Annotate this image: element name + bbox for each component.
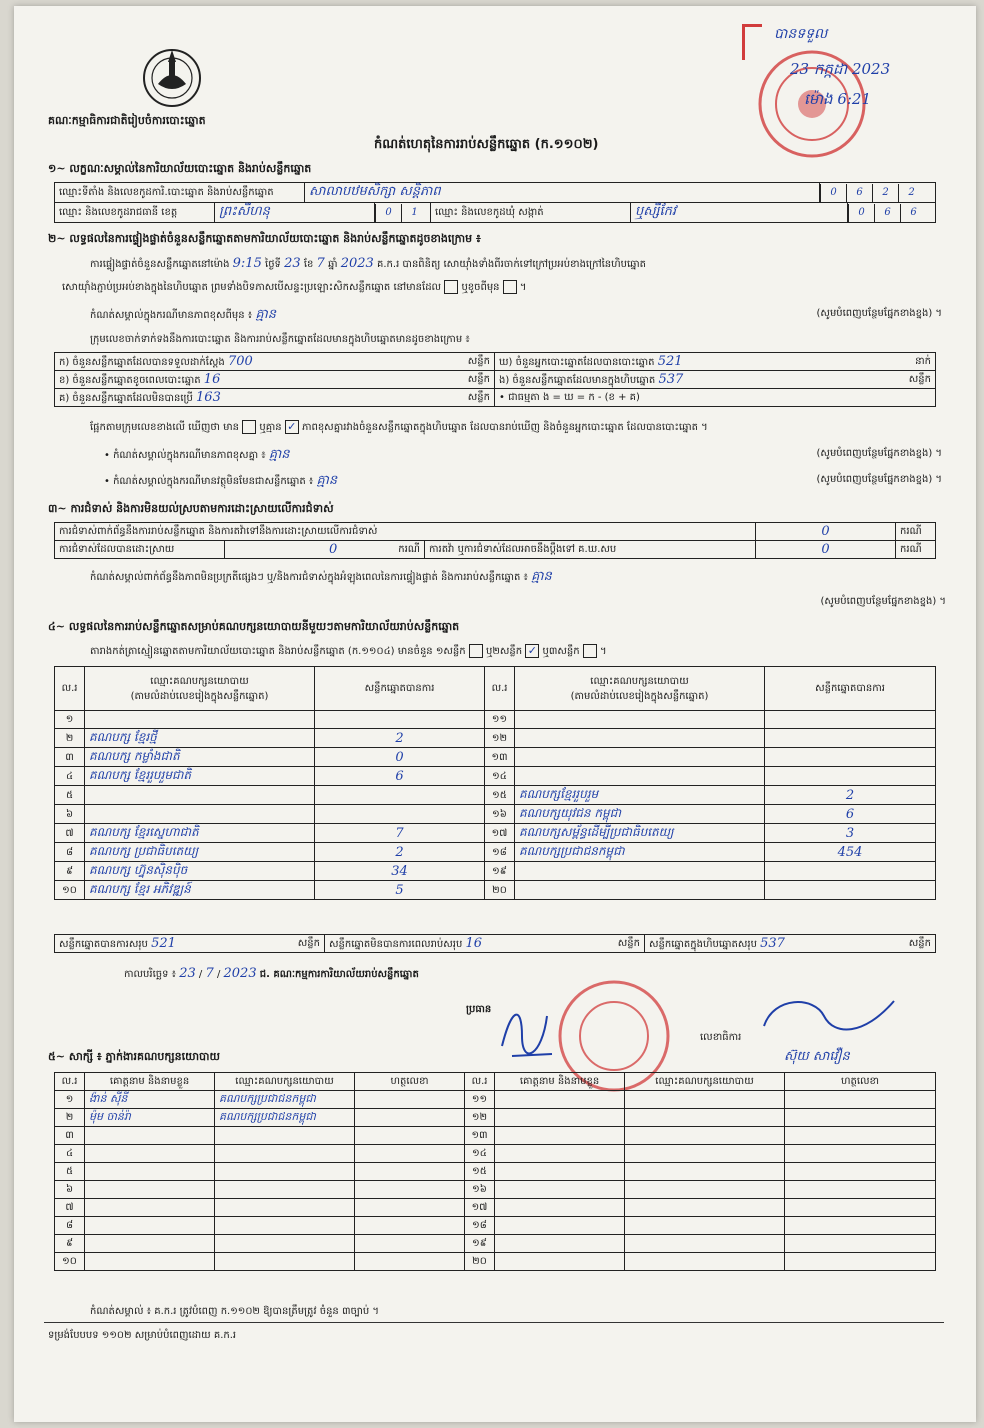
- footnote: កំណត់សម្គាល់ ៖ គ.ក.រ ត្រូវបំពេញ ក.១១០២ ឱ្យបានត្រឹមត្រូវ ចំនួន ៣ច្បាប់ ។: [90, 1306, 379, 1317]
- table-row: [55, 1109, 936, 1127]
- witness-name: [85, 1199, 215, 1217]
- result-party: គណបក្សប្រជាជនកម្ពុជា: [515, 843, 765, 862]
- witness-party: [625, 1199, 785, 1217]
- result-party: គណបក្ស ប្រជាធិបតេយ្យ: [85, 843, 315, 862]
- result-number: ៦: [55, 805, 85, 824]
- location-label: ឈ្មោះទីតាំង និងលេខកូដការិ.បោះឆ្នោត និងរាប់សន្លឹកឆ្នោត: [55, 183, 305, 203]
- witness-name: [85, 1145, 215, 1163]
- witness-party: [215, 1145, 355, 1163]
- verify-day: 23: [284, 256, 301, 271]
- witness-signature: [785, 1181, 936, 1199]
- table-row: [55, 881, 936, 900]
- witness-name: [85, 1127, 215, 1145]
- verification-line2: សោយ៉ាំងភ្ជាប់ប្រអប់ខាងក្នុងនៃហិបឆ្នោត ព្រមទាំងបិទភាសបើសន្ទះប្រឡោះសិកសន្លឹកឆ្នោត នៅមានដែល ឬខូចពីមុន ។: [62, 282, 527, 293]
- commune-value: ឬស្សីកែវ: [631, 203, 848, 223]
- footer-divider: [44, 1322, 944, 1323]
- section1-heading: ១~ លក្ខណៈសម្គាល់នៃការិយាល័យបោះឆ្នោត និងរាប់សន្លឹកឆ្នោត: [48, 162, 312, 175]
- result-number: ២០: [485, 881, 515, 900]
- appeal-value: 0: [756, 541, 896, 559]
- witness-number: ២: [55, 1109, 85, 1127]
- witness-number: ៥: [55, 1163, 85, 1181]
- table-row: [55, 711, 936, 729]
- table-row: [55, 843, 936, 862]
- result-votes: 2: [315, 729, 485, 748]
- formula: • ជាធម្មតា ង = ឃ = ក - (ខ + គ): [495, 389, 936, 407]
- section4-heading: ៤~ លទ្ធផលនៃការរាប់សន្លឹកឆ្នោតសម្រាប់គណបក្សនយោបាយនីមួយៗតាមការិយាល័យរាប់សន្លឹកឆ្នោត: [48, 620, 460, 633]
- section2-heading: ២~ លទ្ធផលនៃការផ្ទៀងផ្ទាត់ចំនួនសន្លឹកឆ្នោតតាមការិយាល័យបោះឆ្នោត និងរាប់សន្លឹកឆ្នោតដូចខាងក្រោម ៖: [48, 232, 481, 245]
- result-votes: [315, 786, 485, 805]
- witness-party: [625, 1091, 785, 1109]
- witness-signature: [785, 1217, 936, 1235]
- count-kho-label: ឃ) ចំនួនអ្នកបោះឆ្នោតដែលបានបោះឆ្នោត 521 នាក់: [495, 353, 936, 371]
- witness-name: [85, 1217, 215, 1235]
- witness-signature: [785, 1091, 936, 1109]
- witness-number: ១៧: [465, 1199, 495, 1217]
- result-number: ១២: [485, 729, 515, 748]
- result-number: ១៧: [485, 824, 515, 843]
- result-votes: 2: [765, 786, 936, 805]
- witness-signature: [355, 1127, 465, 1145]
- witness-number: ៦: [55, 1181, 85, 1199]
- witness-signature: [785, 1199, 936, 1217]
- count-kha-label: ខ) ចំនួនសន្លឹកឆ្នោតខូចពេលបោះឆ្នោត 16 សន្លឹក: [55, 371, 495, 389]
- result-number: ៥: [55, 786, 85, 805]
- result-votes: [765, 729, 936, 748]
- committee-name: គណៈកម្មាធិការជាតិរៀបចំការបោះឆ្នោត: [48, 114, 206, 127]
- has-discrepancy-checkbox[interactable]: [242, 420, 256, 434]
- witness-number: ៩: [55, 1235, 85, 1253]
- location-table: [54, 182, 936, 203]
- damaged-checkbox[interactable]: [503, 280, 517, 294]
- witness-party: [625, 1235, 785, 1253]
- discrepancy-line: ផ្អែកតាមក្រុមលេខខាងលើ ឃើញថា មាន ឬគ្មាន ✓ ភាពខុសគ្នារវាងចំនួនសន្លឹកឆ្នោតក្នុងហិបឆ្នោត ដែលបានរាប់ឃើញ និងចំនួនអ្នកបោះឆ្នោត ដែលបានបោះឆ្នោត ។: [90, 420, 708, 433]
- two-sheet-checkbox[interactable]: ✓: [525, 644, 539, 658]
- witness-number: ១៦: [465, 1181, 495, 1199]
- result-party: [515, 881, 765, 900]
- result-party: [85, 805, 315, 824]
- total-invalid: សន្លឹកឆ្នោតមិនបានការពេលរាប់សរុប 16 សន្លឹក: [325, 935, 645, 953]
- verify-month: 7: [316, 256, 325, 271]
- witness-signature: [785, 1253, 936, 1271]
- signing-date: កាលបរិច្ឆេទ ៖ 23 / 7 / 2023 ជ. គណៈកម្មការការិយាល័យរាប់សន្លឹកឆ្នោត: [124, 966, 419, 981]
- witness-party: [625, 1181, 785, 1199]
- witness-party: [625, 1109, 785, 1127]
- witness-party: [215, 1127, 355, 1145]
- result-number: ៧: [55, 824, 85, 843]
- witness-name: [495, 1127, 625, 1145]
- witness-party: [215, 1163, 355, 1181]
- results-table: ល.រ ឈ្មោះគណបក្សនយោបាយ (តាមលំដាប់លេខរៀងក្នុងសន្លឹកឆ្នោត) សន្លឹកឆ្នោតបានការ ល.រ ឈ្មោះគណបក្សនយោបាយ (តាមលំដាប់លេខរៀងក្នុងសន្លឹកឆ្នោត) សន្លឹកឆ្នោតបានការ ១ ១១ ២ គណបក្ស ខ្មែរថ្មី 2 ១២ ៣ គណបក្ស កម្លាំងជាតិ 0 ១៣ ៤ គណបក្ស ខ្មែររួបរួមជាតិ 6 ១៤ ៥ ១៥ គណបក្សខ្មែររួបរួម 2 ៦ ១៦ គណបក្សយុវជន កម្ពុជា 6 ៧ គណបក្ស ខ្មែរស្នេហាជាតិ 7 ១៧ គណបក្សសម្ព័ន្ធដើម្បីប្រជាធិបតេយ្យ 3 ៨ គណបក្ស ប្រជាធិបតេយ្យ 2 ១៨ គណបក្សប្រជាជនកម្ពុជា 454 ៩ គណបក្ស ហ្វ៊ុនស៊ិនប៉ិច 34 ១៩ ១០ គណបក្ស ខ្មែរ អភិវឌ្ឍន៍ 5 ២០: [54, 666, 936, 900]
- counts-intro: ក្រុមលេខចាក់ទាក់ទងនឹងការបោះឆ្នោត និងការរាប់សន្លឹកឆ្នោតដែលមានក្នុងហិបឆ្នោតមានដូចខាងក្រោម ៖: [90, 334, 470, 345]
- witness-party: [625, 1253, 785, 1271]
- foreign-object-note: • កំណត់សម្គាល់ក្នុងករណីមានវត្ថុមិនមែនជាសន្លឹកឆ្នោត ៖ គ្មាន (សូមបំពេញបន្ថែមផ្នែកខាងខ្នង) ។: [104, 473, 942, 488]
- verify-year: 2023: [340, 256, 374, 271]
- province-code: 0 1: [375, 203, 431, 223]
- result-votes: 454: [765, 843, 936, 862]
- table-row: [55, 1235, 936, 1253]
- objection-total-label: ការជំទាស់ពាក់ព័ន្ធនឹងការរាប់សន្លឹកឆ្នោត និងការតវ៉ាទៅនឹងការដោះស្រាយលើការជំទាស់: [55, 523, 756, 541]
- result-party: [515, 767, 765, 786]
- witness-number: ១: [55, 1091, 85, 1109]
- result-party: គណបក្ស ខ្មែរ អភិវឌ្ឍន៍: [85, 881, 315, 900]
- objection-total-value: 0: [756, 523, 896, 541]
- secretary-label: លេខាធិការ: [700, 1032, 742, 1043]
- table-row: [55, 1217, 936, 1235]
- table-row: [55, 1199, 936, 1217]
- witness-number: ១២: [465, 1109, 495, 1127]
- location-value: សាលាបឋមសិក្សា សន្តិភាព: [305, 183, 820, 203]
- witness-name: [495, 1253, 625, 1271]
- form-page: [14, 6, 976, 1422]
- result-number: ១៥: [485, 786, 515, 805]
- difference-note: កំណត់សម្គាល់ក្នុងករណីមានភាពខុសពីមុន ៖ គ្មាន (សូមបំពេញបន្ថែមផ្នែកខាងខ្នង) ។: [90, 307, 942, 322]
- witness-signature: [785, 1109, 936, 1127]
- irregularity-note-fill: (សូមបំពេញបន្ថែមផ្នែកខាងខ្នង) ។: [820, 596, 946, 607]
- witness-signature: [355, 1253, 465, 1271]
- table-row: [55, 1127, 936, 1145]
- resolved-label: ការជំទាស់ដែលបានដោះស្រាយ: [55, 541, 225, 559]
- irregularity-note: កំណត់សម្គាល់ពាក់ព័ន្ធនឹងភាពមិនប្រក្រតីផ្សេងៗ ឬ/និងការជំទាស់ក្នុងអំឡុងពេលនៃការផ្ទៀងផ្ទាត់ និងការរាប់សន្លឹកឆ្នោត ៖ គ្មាន: [90, 569, 552, 584]
- table-row: [55, 748, 936, 767]
- witness-number: ១៤: [465, 1145, 495, 1163]
- result-number: ៨: [55, 843, 85, 862]
- result-party: [515, 729, 765, 748]
- result-number: ១០: [55, 881, 85, 900]
- verification-line1: ការផ្ទៀងផ្ទាត់ចំនួនសន្លឹកឆ្នោតនៅម៉ោង 9:15 ថ្ងៃទី 23 ខែ 7 ឆ្នាំ 2023 គ.ក.រ បានពិនិត្យ សោយ៉ាំងទាំងពីរចាក់ទៅក្រៅប្រអប់ខាងក្រៅនៃហិបឆ្នោត: [90, 256, 647, 271]
- intact-checkbox[interactable]: [444, 280, 458, 294]
- witness-number: ១១: [465, 1091, 495, 1109]
- three-sheet-checkbox[interactable]: [583, 644, 597, 658]
- objections-table: ការជំទាស់ពាក់ព័ន្ធនឹងការរាប់សន្លឹកឆ្នោត និងការតវ៉ាទៅនឹងការដោះស្រាយលើការជំទាស់ 0 ករណី ការជំទាស់ដែលបានដោះស្រាយ 0 ករណី ការតវ៉ា ឬការជំទាស់ដែលអាចនឹងប្តឹងទៅ គ.ឃ.សប 0 ករណី: [54, 522, 936, 559]
- no-discrepancy-checkbox[interactable]: ✓: [285, 420, 299, 434]
- table-row: [55, 1163, 936, 1181]
- witness-name: [85, 1253, 215, 1271]
- witness-name: [495, 1181, 625, 1199]
- appeal-label: ការតវ៉ា ឬការជំទាស់ដែលអាចនឹងប្តឹងទៅ គ.ឃ.សប: [425, 541, 756, 559]
- count-ko-label: គ) ចំនួនសន្លឹកឆ្នោតដែលមិនបានប្រើ 163 សន្លឹក: [55, 389, 495, 407]
- witness-name: [85, 1235, 215, 1253]
- result-votes: 7: [315, 824, 485, 843]
- witness-party: [625, 1145, 785, 1163]
- result-party: គណបក្ស ខ្មែរថ្មី: [85, 729, 315, 748]
- result-number: ១៨: [485, 843, 515, 862]
- province-value: ព្រះសីហនុ: [215, 203, 375, 223]
- witness-name: ម៉ុម ចាន់រ៉ា: [85, 1109, 215, 1127]
- witness-name: ង៉ាន់ ស៊ីនី: [85, 1091, 215, 1109]
- result-party: [515, 748, 765, 767]
- witness-party: [625, 1127, 785, 1145]
- tally-sheet-line: តារាងកត់ត្រាស្មៀនឆ្នោតតាមការិយាល័យបោះឆ្នោត និងរាប់សន្លឹកឆ្នោត (ក.១១០៤) មានចំនួន ១សន្លឹក ឬ២សន្លឹក ✓ ឬ៣សន្លឹក ។: [90, 644, 607, 657]
- received-date: 23 កក្កដា 2023: [790, 60, 891, 78]
- result-votes: 6: [315, 767, 485, 786]
- result-number: ១៣: [485, 748, 515, 767]
- section3-heading: ៣~ ការជំទាស់ និងការមិនយល់ស្របតាមការដោះស្រាយលើការជំទាស់: [48, 502, 334, 515]
- commune-label: ឈ្មោះ និងលេខកូដឃុំ សង្កាត់: [431, 203, 631, 223]
- witness-signature: [785, 1163, 936, 1181]
- witness-signature: [355, 1217, 465, 1235]
- province-label: ឈ្មោះ និងលេខកូដរាជធានី ខេត្ត: [55, 203, 215, 223]
- totals-table: [54, 934, 936, 953]
- result-number: ១៤: [485, 767, 515, 786]
- witness-party: [625, 1217, 785, 1235]
- witness-party: គណបក្សប្រជាជនកម្ពុជា: [215, 1109, 355, 1127]
- witness-name: [495, 1163, 625, 1181]
- result-party: គណបក្ស ហ្វ៊ុនស៊ិនប៉ិច: [85, 862, 315, 881]
- result-number: ១៩: [485, 862, 515, 881]
- province-table: [54, 202, 936, 223]
- table-row: [55, 805, 936, 824]
- table-row: [55, 1091, 936, 1109]
- secretary-name: ស៊ុយ សាវឿន: [784, 1049, 850, 1064]
- witness-name: [495, 1145, 625, 1163]
- witness-number: ៧: [55, 1199, 85, 1217]
- witness-number: ១០: [55, 1253, 85, 1271]
- witness-number: ១៥: [465, 1163, 495, 1181]
- witness-party: [215, 1253, 355, 1271]
- witness-name: [85, 1163, 215, 1181]
- witness-signature: [355, 1091, 465, 1109]
- witness-signature: [355, 1145, 465, 1163]
- witness-party: [215, 1199, 355, 1217]
- witness-party: [215, 1217, 355, 1235]
- result-party: គណបក្សយុវជន កម្ពុជា: [515, 805, 765, 824]
- witness-number: ១៣: [465, 1127, 495, 1145]
- witness-number: ៤: [55, 1145, 85, 1163]
- witness-party: [625, 1163, 785, 1181]
- received-time: ម៉ោង 6:21: [804, 90, 872, 108]
- table-row: [55, 1145, 936, 1163]
- table-row: [55, 1253, 936, 1271]
- table-row: [55, 767, 936, 786]
- witness-signature: [355, 1235, 465, 1253]
- discrepancy-note: • កំណត់សម្គាល់ក្នុងករណីមានភាពខុសគ្នា ៖ គ្មាន (សូមបំពេញបន្ថែមផ្នែកខាងខ្នង) ។: [104, 447, 942, 462]
- location-code: 0 6 2 2: [820, 183, 936, 203]
- result-votes: [315, 805, 485, 824]
- nec-emblem-icon: [136, 44, 208, 110]
- result-number: ១៦: [485, 805, 515, 824]
- secretary-signature-icon: [754, 986, 904, 1046]
- result-votes: 5: [315, 881, 485, 900]
- result-votes: 6: [765, 805, 936, 824]
- witness-signature: [355, 1163, 465, 1181]
- witness-signature: [355, 1109, 465, 1127]
- result-votes: [765, 711, 936, 729]
- result-votes: [765, 748, 936, 767]
- form-title: កំណត់ហេតុនៃការរាប់សន្លឹកឆ្នោត (ក.១១០២): [374, 137, 599, 152]
- count-ka-label: ក) ចំនួនសន្លឹកឆ្នោតដែលបានទទួលដាក់ស្តែង 700 សន្លឹក: [55, 353, 495, 371]
- result-party: គណបក្ស កម្លាំងជាតិ: [85, 748, 315, 767]
- total-valid: សន្លឹកឆ្នោតបានការសរុប 521 សន្លឹក: [55, 935, 325, 953]
- result-votes: [765, 767, 936, 786]
- witness-signature: [785, 1145, 936, 1163]
- witness-table: ល.រ គោត្តនាម និងនាមខ្លួន ឈ្មោះគណបក្សនយោបាយ ហត្ថលេខា ល.រ គោត្តនាម និងនាមខ្លួន ឈ្មោះគណបក្សនយោបាយ ហត្ថលេខា ១ ង៉ាន់ ស៊ីនី គណបក្សប្រជាជនកម្ពុជា ១១ ២ ម៉ុម ចាន់រ៉ា គណបក្សប្រជាជនកម្ពុជា ១២ ៣ ១៣ ៤ ១៤ ៥ ១៥ ៦ ១៦ ៧ ១៧ ៨ ១៨ ៩ ១៩ ១០ ២០: [54, 1072, 936, 1271]
- result-votes: 3: [765, 824, 936, 843]
- section5-heading: ៥~ សាក្សី ៖ ភ្នាក់ងារគណបក្សនយោបាយ: [48, 1050, 221, 1063]
- witness-number: ១៩: [465, 1235, 495, 1253]
- witness-name: [85, 1181, 215, 1199]
- result-number: ១១: [485, 711, 515, 729]
- received-label: បានទទួល: [774, 26, 828, 42]
- result-number: ១: [55, 711, 85, 729]
- witness-party: [215, 1181, 355, 1199]
- witness-number: ៣: [55, 1127, 85, 1145]
- one-sheet-checkbox[interactable]: [469, 644, 483, 658]
- table-row: [55, 1181, 936, 1199]
- result-number: ៩: [55, 862, 85, 881]
- form-code: ទម្រង់បែបបទ ១១០២ សម្រាប់បំពេញដោយ គ.ក.រ: [48, 1330, 237, 1341]
- table-row: [55, 729, 936, 748]
- result-number: ២: [55, 729, 85, 748]
- witness-signature: [785, 1127, 936, 1145]
- result-votes: [315, 711, 485, 729]
- result-party: គណបក្ស ខ្មែររួបរួមជាតិ: [85, 767, 315, 786]
- table-row: [55, 786, 936, 805]
- result-votes: [765, 881, 936, 900]
- witness-name: [495, 1109, 625, 1127]
- witness-party: គណបក្សប្រជាជនកម្ពុជា: [215, 1091, 355, 1109]
- received-bracket: [742, 24, 762, 60]
- count-ngo-label: ង) ចំនួនសន្លឹកឆ្នោតដែលមានក្នុងហិបឆ្នោត 537 សន្លឹក: [495, 371, 936, 389]
- result-votes: 2: [315, 843, 485, 862]
- commune-code: 0 6 6: [848, 203, 936, 223]
- witness-signature: [355, 1181, 465, 1199]
- witness-signature: [355, 1199, 465, 1217]
- witness-number: ៨: [55, 1217, 85, 1235]
- witness-name: [495, 1235, 625, 1253]
- result-number: ៤: [55, 767, 85, 786]
- result-votes: 0: [315, 748, 485, 767]
- witness-party: [215, 1235, 355, 1253]
- witness-name: [495, 1091, 625, 1109]
- result-party: [515, 862, 765, 881]
- chair-label: ប្រធាន: [466, 1004, 492, 1015]
- result-number: ៣: [55, 748, 85, 767]
- witness-number: ១៨: [465, 1217, 495, 1235]
- result-party: គណបក្សខ្មែររួបរួម: [515, 786, 765, 805]
- result-party: [515, 711, 765, 729]
- table-row: [55, 862, 936, 881]
- witness-name: [495, 1199, 625, 1217]
- result-party: [85, 711, 315, 729]
- result-party: [85, 786, 315, 805]
- result-party: គណបក្ស ខ្មែរស្នេហាជាតិ: [85, 824, 315, 843]
- result-votes: 34: [315, 862, 485, 881]
- witness-signature: [785, 1235, 936, 1253]
- total-in-box: សន្លឹកឆ្នោតក្នុងហិបឆ្នោតសរុប 537 សន្លឹក: [645, 935, 936, 953]
- counts-table: [54, 352, 936, 407]
- witness-name: [495, 1217, 625, 1235]
- result-party: គណបក្សសម្ព័ន្ធដើម្បីប្រជាធិបតេយ្យ: [515, 824, 765, 843]
- table-row: [55, 824, 936, 843]
- verify-time: 9:15: [232, 256, 262, 271]
- result-votes: [765, 862, 936, 881]
- resolved-value: 0: [329, 542, 338, 557]
- witness-number: ២០: [465, 1253, 495, 1271]
